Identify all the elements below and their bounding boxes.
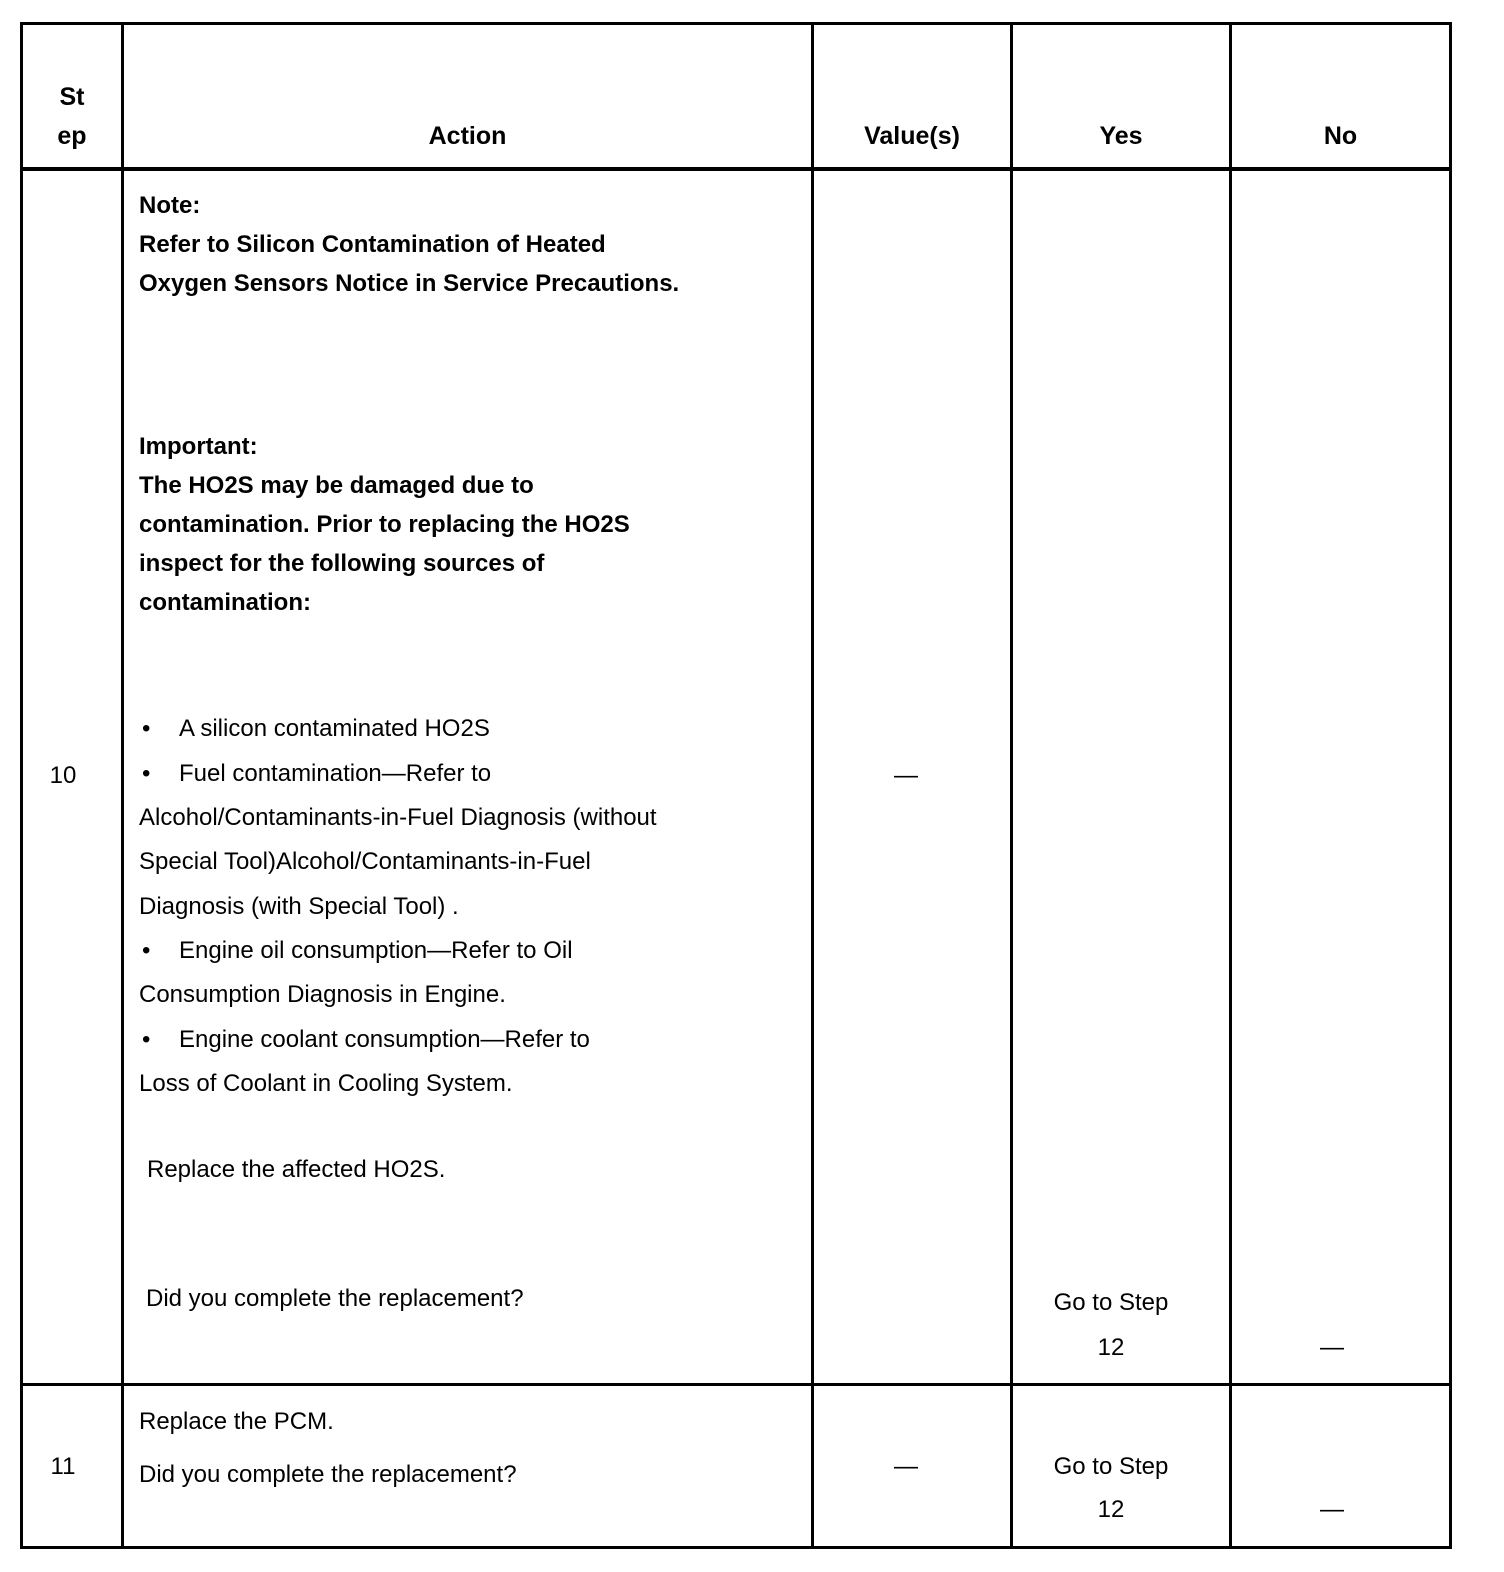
question-text: Did you complete the replacement? (139, 1461, 517, 1488)
header-action: Action (428, 122, 507, 150)
list-item-continuation: Alcohol/Contaminants-in-Fuel Diagnosis (without (139, 804, 657, 831)
bullet-icon: • (142, 937, 151, 964)
no-cell: — (1320, 1496, 1344, 1523)
list-item: Engine oil consumption—Refer to Oil (179, 937, 573, 964)
list-item-continuation: Special Tool)Alcohol/Contaminants-in-Fuel (139, 848, 591, 875)
note-label: Note: (139, 192, 201, 219)
value-cell: — (894, 1453, 918, 1480)
important-line: contamination. Prior to replacing the HO2S (139, 511, 630, 538)
important-line: The HO2S may be damaged due to (139, 472, 534, 499)
bullet-icon: • (142, 715, 151, 742)
header-yes: Yes (1099, 122, 1143, 150)
list-item: Engine coolant consumption—Refer to (179, 1026, 590, 1053)
note-line: Refer to Silicon Contamination of Heated (139, 231, 606, 258)
list-item: A silicon contaminated HO2S (179, 715, 490, 742)
important-line: inspect for the following sources of (139, 550, 545, 577)
note-line: Oxygen Sensors Notice in Service Precautions. (139, 270, 680, 297)
step-number: 10 (49, 762, 77, 789)
question-text: Did you complete the replacement? (146, 1285, 524, 1312)
list-item-continuation: Loss of Coolant in Cooling System. (139, 1070, 513, 1097)
bullet-icon: • (142, 1026, 151, 1053)
important-line: contamination: (139, 589, 311, 616)
yes-cell-line-2: 12 (1097, 1334, 1125, 1361)
bullet-icon: • (142, 760, 151, 787)
instruction-text: Replace the PCM. (139, 1408, 334, 1435)
header-step-line-1: St (59, 83, 85, 111)
value-cell: — (894, 762, 918, 789)
header-divider (20, 167, 1452, 171)
list-item-continuation: Diagnosis (with Special Tool) . (139, 893, 459, 920)
list-item: Fuel contamination—Refer to (179, 760, 492, 787)
header-step-line-2: ep (57, 122, 87, 150)
column-divider-yes (1229, 22, 1232, 1549)
yes-cell-line-2: 12 (1097, 1496, 1125, 1523)
header-no: No (1323, 122, 1358, 150)
header-values: Value(s) (864, 122, 960, 150)
important-label: Important: (139, 433, 258, 460)
yes-cell-line-1: Go to Step (1053, 1289, 1169, 1316)
row-divider (20, 1383, 1452, 1386)
yes-cell-line-1: Go to Step (1053, 1453, 1169, 1480)
step-number: 11 (50, 1453, 76, 1480)
instruction-text: Replace the affected HO2S. (147, 1156, 446, 1183)
list-item-continuation: Consumption Diagnosis in Engine. (139, 981, 506, 1008)
no-cell: — (1320, 1334, 1344, 1361)
column-divider-step (121, 22, 124, 1549)
